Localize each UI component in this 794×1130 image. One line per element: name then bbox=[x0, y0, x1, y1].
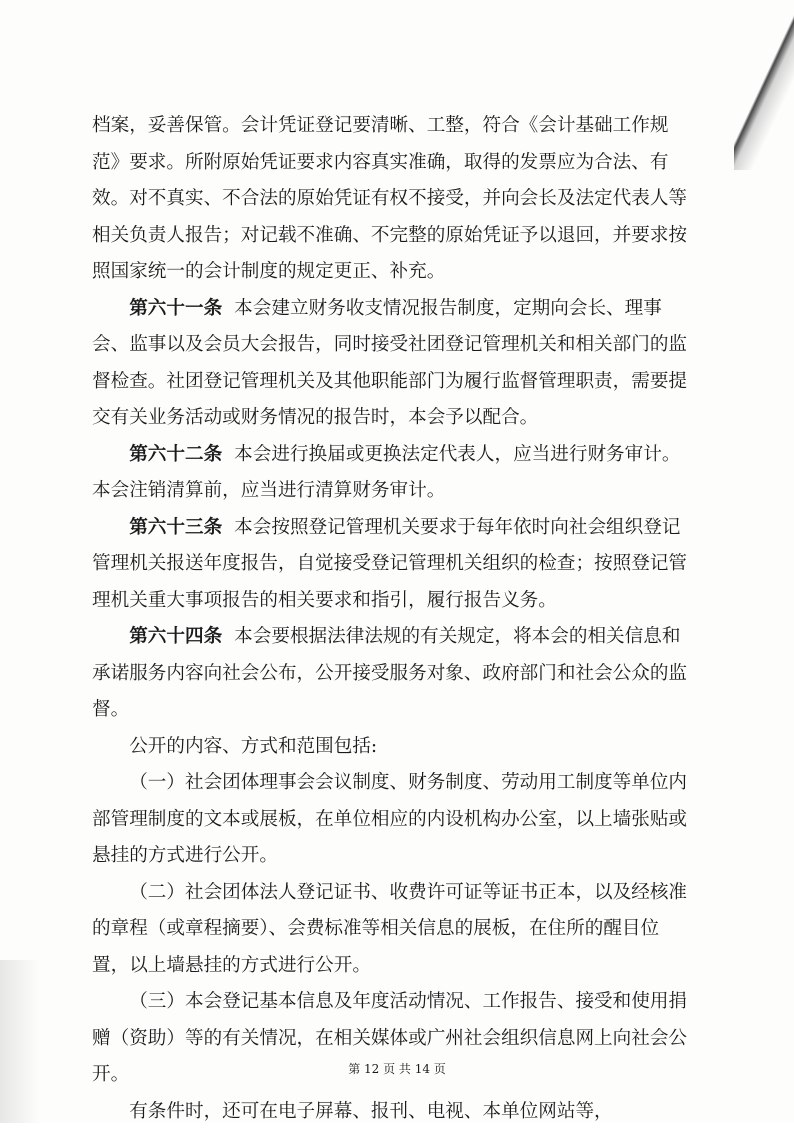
page-number: 第 12 页 共 14 页 bbox=[0, 1060, 794, 1077]
article-63-body: 本会按照登记管理机关要求于每年依时向社会组织登记管理机关报送年度报告，自觉接受登记管理机关组织的检查；按照登记管理机关重大事项报告的相关要求和指引，履行报告义务。 bbox=[92, 517, 687, 611]
scan-edge-shadow bbox=[0, 960, 40, 1123]
disclosure-item-3: （三）本会登记基本信息及年度活动情况、工作报告、接受和使用捐赠（资助）等的有关情况，在相关媒体或广州社会组织信息网上向社会公开。 bbox=[92, 984, 692, 1094]
page-corner-shadow bbox=[734, 0, 794, 170]
article-61-title: 第六十一条 bbox=[129, 298, 222, 319]
disclosure-item-1: （一）社会团体理事会会议制度、财务制度、劳动用工制度等单位内部管理制度的文本或展板，在单位相应的内设机构办公室，以上墙张贴或悬挂的方式进行公开。 bbox=[92, 765, 692, 875]
disclosure-item-2: （二）社会团体法人登记证书、收费许可证等证书正本，以及经核准的章程（或章程摘要）、会费标准等相关信息的展板，在住所的醒目位置，以上墙悬挂的方式进行公开。 bbox=[92, 875, 692, 985]
article-64-title: 第六十四条 bbox=[129, 626, 222, 647]
article-62-title: 第六十二条 bbox=[129, 444, 222, 465]
article-62-body: 本会进行换届或更换法定代表人，应当进行财务审计。本会注销清算前，应当进行清算财务审计。 bbox=[92, 444, 680, 502]
article-63 bbox=[92, 510, 692, 620]
paragraph-last: 有条件时，还可在电子屏幕、报刊、电视、本单位网站等， bbox=[92, 1094, 692, 1130]
disclosure-scope: 公开的内容、方式和范围包括: bbox=[92, 729, 692, 766]
document-body bbox=[92, 108, 692, 1130]
paragraph-continuation: 档案，妥善保管。会计凭证登记要清晰、工整，符合《会计基础工作规范》要求。所附原始凭证要求内容真实准确，取得的发票应为合法、有效。对不真实、不合法的原始凭证有权不接受，并向会长及法定代表人等相关负责人报告；对记载不准确、不完整的原始凭证予以退回，并要求按照国家统一的会计制度的规定更正、补充。 bbox=[92, 108, 692, 291]
article-64-body: 本会要根据法律法规的有关规定，将本会的相关信息和承诺服务内容向社会公布，公开接受服务对象、政府部门和社会公众的监督。 bbox=[92, 626, 687, 720]
article-61-body: 本会建立财务收支情况报告制度，定期向会长、理事会、监事以及会员大会报告，同时接受社团登记管理机关和相关部门的监督检查。社团登记管理机关及其他职能部门为履行监督管理职责，需要提交有关业务活动或财务情况的报告时，本会予以配合。 bbox=[92, 298, 687, 429]
article-61 bbox=[92, 291, 692, 437]
article-63-title: 第六十三条 bbox=[129, 517, 222, 538]
article-62 bbox=[92, 437, 692, 510]
article-64 bbox=[92, 619, 692, 729]
